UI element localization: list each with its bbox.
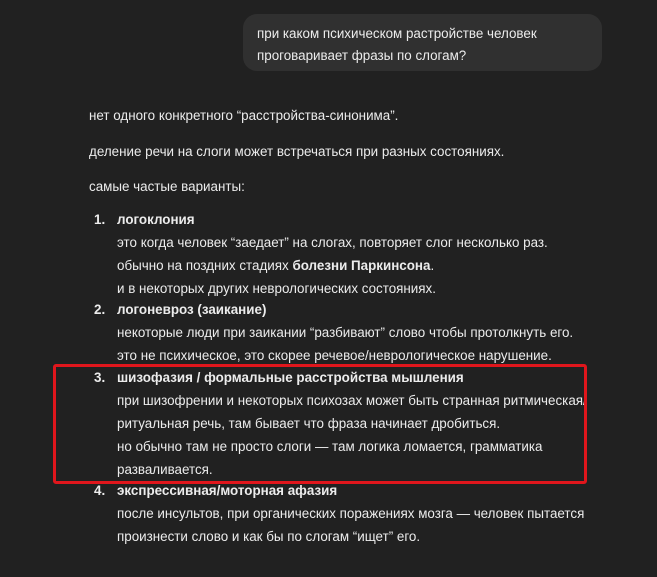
list-item-line: после инсультов, при органических поражениях мозга — человек пытается [117, 506, 585, 521]
list-item-title: логоклония [117, 212, 195, 227]
list-item-line: ритуальная речь, там бывает что фраза начинает дробиться. [117, 416, 501, 431]
intro-paragraph-2: деление речи на слоги может встречаться при разных состояниях. [89, 144, 505, 159]
list-item-title: экспрессивная/моторная афазия [117, 483, 338, 498]
list-item-line: при шизофрении и некоторых психозах может быть странная ритмическая/ [117, 393, 587, 408]
list-item-line: это не психическое, это скорее речевое/неврологическое нарушение. [117, 348, 552, 363]
list-item-line: но обычно там не просто слоги — там логика ломается, грамматика [117, 439, 543, 454]
list-item-line: произнести слово и как бы по слогам “ищет” его. [117, 529, 421, 544]
list-item-number: 2. [94, 302, 106, 317]
user-message-bubble [243, 14, 602, 71]
list-item-number: 1. [94, 212, 106, 227]
list-item-bold-text: болезни Паркинсона [292, 258, 431, 273]
intro-paragraph-3: самые частые варианты: [89, 179, 245, 194]
user-message-line-2: проговаривает фразы по слогам? [257, 48, 467, 63]
list-item-line: разваливается. [117, 462, 213, 477]
list-item-line: некоторые люди при заикании “разбивают” слово чтобы протолкнуть его. [117, 325, 574, 340]
list-item-line: и в некоторых других неврологических состояниях. [117, 281, 436, 296]
user-message-line-1: при каком психическом растройстве человек [257, 26, 537, 41]
list-item-number: 3. [94, 370, 106, 385]
list-item-title: шизофазия / формальные расстройства мышления [117, 370, 464, 385]
list-item-line: это когда человек “заедает” на слогах, повторяет слог несколько раз. [117, 235, 548, 250]
list-item-title: логоневроз (заикание) [117, 302, 267, 317]
list-item-line [117, 255, 434, 277]
intro-paragraph-1: нет одного конкретного “расстройства-синонима”. [89, 108, 399, 123]
list-item-text: обычно на поздних стадиях [117, 258, 293, 273]
list-item-number: 4. [94, 483, 106, 498]
list-item-text: . [430, 258, 435, 273]
